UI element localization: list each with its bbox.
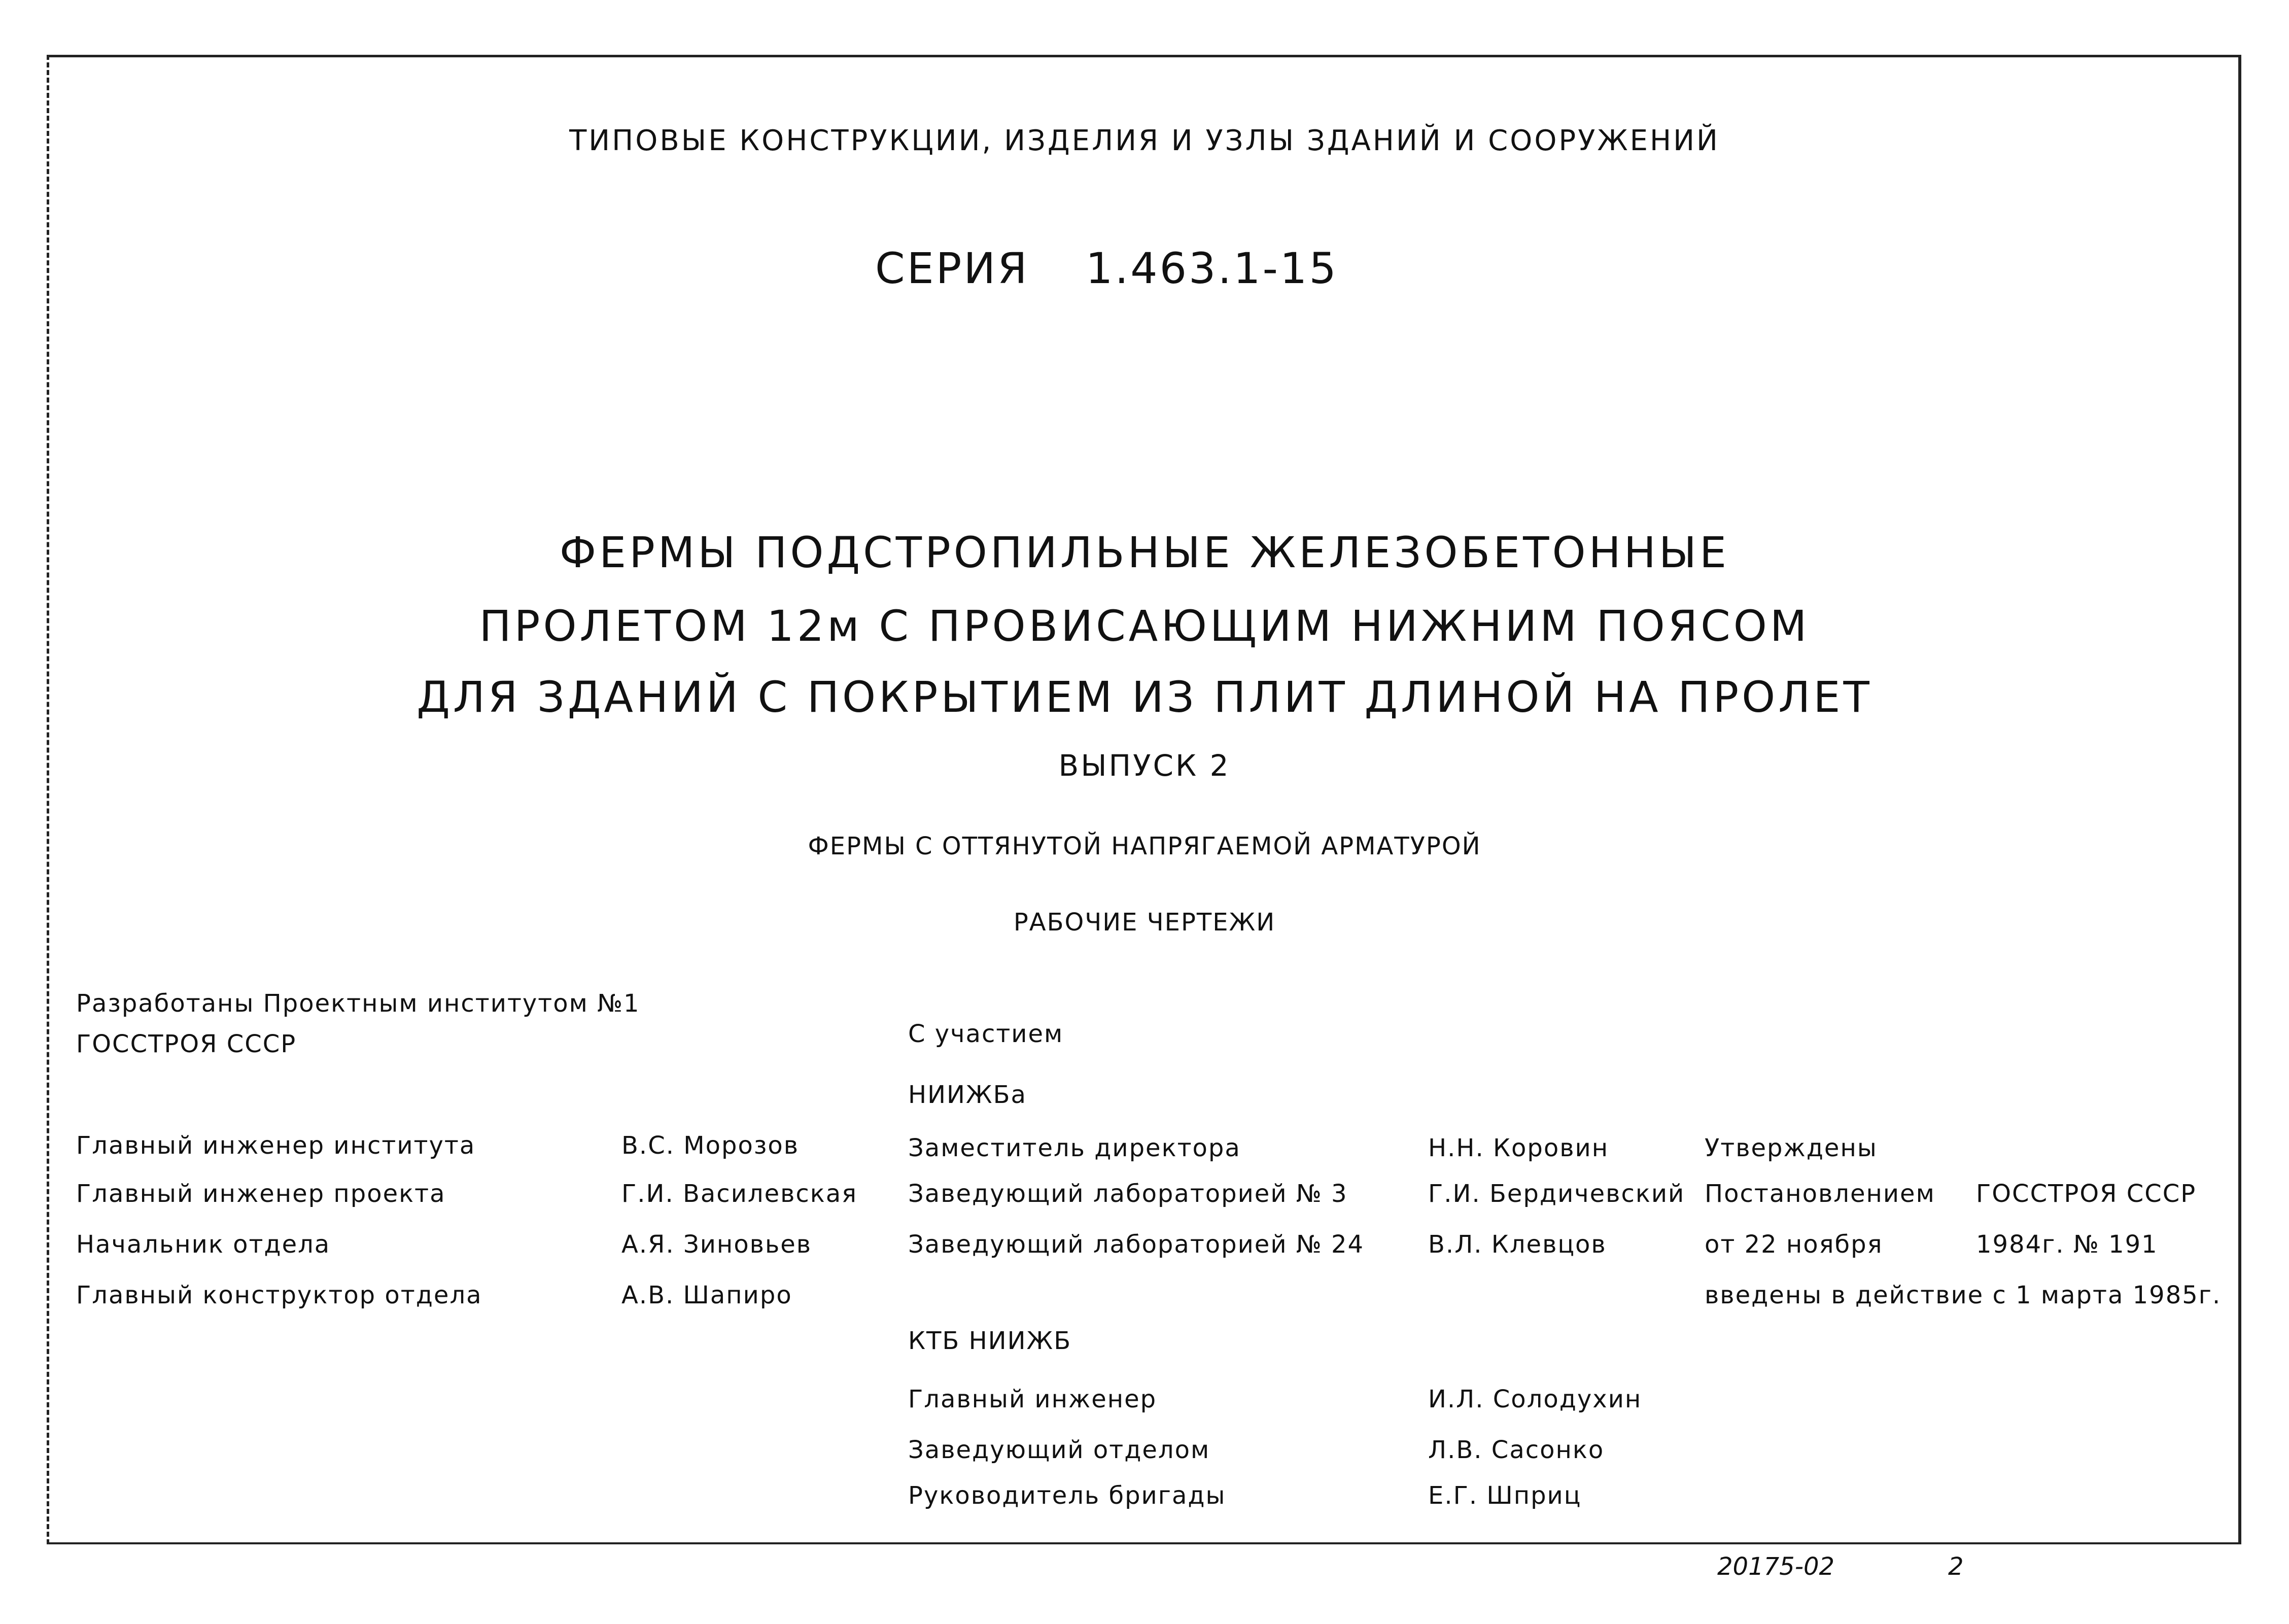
participant-role: Заместитель директора	[908, 1134, 1241, 1162]
approval-line-1: Утверждены	[1705, 1134, 1878, 1162]
participant-name: И.Л. Солодухин	[1428, 1385, 1642, 1413]
approval-decree-number: 1984г. № 191	[1976, 1230, 2158, 1259]
collection-title: ТИПОВЫЕ КОНСТРУКЦИИ, ИЗДЕЛИЯ И УЗЛЫ ЗДАНИЙ И СООРУЖЕНИЙ	[569, 124, 1720, 157]
staff-role: Главный конструктор отдела	[76, 1281, 482, 1309]
staff-name: А.Я. Зиновьев	[621, 1230, 812, 1259]
subtitle: ФЕРМЫ С ОТТЯНУТОЙ НАПРЯГАЕМОЙ АРМАТУРОЙ	[808, 832, 1481, 860]
participant-role: Руководитель бригады	[908, 1481, 1226, 1510]
developer-line-1: Разработаны Проектным институтом №1	[76, 989, 640, 1018]
participant-name: Н.Н. Коровин	[1428, 1134, 1609, 1162]
participant-role: Заведующий лабораторией № 24	[908, 1230, 1365, 1259]
title-line-1: ФЕРМЫ ПОДСТРОПИЛЬНЫЕ ЖЕЛЕЗОБЕТОННЫЕ	[559, 528, 1730, 577]
document-code: 20175-02	[1717, 1552, 1835, 1581]
series-number: 1.463.1-15	[1086, 244, 1338, 293]
staff-role: Главный инженер института	[76, 1131, 476, 1160]
staff-name: В.С. Морозов	[621, 1131, 800, 1160]
series-label: СЕРИЯ	[875, 244, 1029, 293]
participant-name: Г.И. Бердичевский	[1428, 1180, 1685, 1208]
issue-number: ВЫПУСК 2	[1058, 748, 1231, 783]
staff-role: Главный инженер проекта	[76, 1180, 446, 1208]
staff-role: Начальник отдела	[76, 1230, 331, 1259]
approval-decree: Постановлением	[1705, 1180, 1935, 1208]
staff-name: А.В. Шапиро	[621, 1281, 792, 1309]
participant-name: Е.Г. Шприц	[1428, 1481, 1582, 1510]
developer-line-2: ГОССТРОЯ СССР	[76, 1030, 297, 1058]
staff-name: Г.И. Василевская	[621, 1180, 858, 1208]
title-line-3: ДЛЯ ЗДАНИЙ С ПОКРЫТИЕМ ИЗ ПЛИТ ДЛИНОЙ НА ПРОЛЕТ	[417, 672, 1872, 722]
approval-authority: ГОССТРОЯ СССР	[1976, 1180, 2197, 1208]
participant-name: Л.В. Сасонко	[1428, 1436, 1605, 1464]
participant-role: Главный инженер	[908, 1385, 1157, 1413]
participant-name: В.Л. Клевцов	[1428, 1230, 1607, 1259]
effective-date: введены в действие с 1 марта 1985г.	[1705, 1281, 2222, 1309]
approval-date: от 22 ноября	[1705, 1230, 1883, 1259]
participation-heading: С участием	[908, 1020, 1064, 1048]
participant-org-1: НИИЖБа	[908, 1081, 1027, 1109]
participant-org-2: КТБ НИИЖБ	[908, 1327, 1072, 1355]
participant-role: Заведующий лабораторией № 3	[908, 1180, 1348, 1208]
document-type: РАБОЧИЕ ЧЕРТЕЖИ	[1013, 908, 1276, 937]
sheet-number: 2	[1948, 1552, 1964, 1581]
participant-role: Заведующий отделом	[908, 1436, 1210, 1464]
title-line-2: ПРОЛЕТОМ 12м С ПРОВИСАЮЩИМ НИЖНИМ ПОЯСОМ	[479, 601, 1810, 651]
